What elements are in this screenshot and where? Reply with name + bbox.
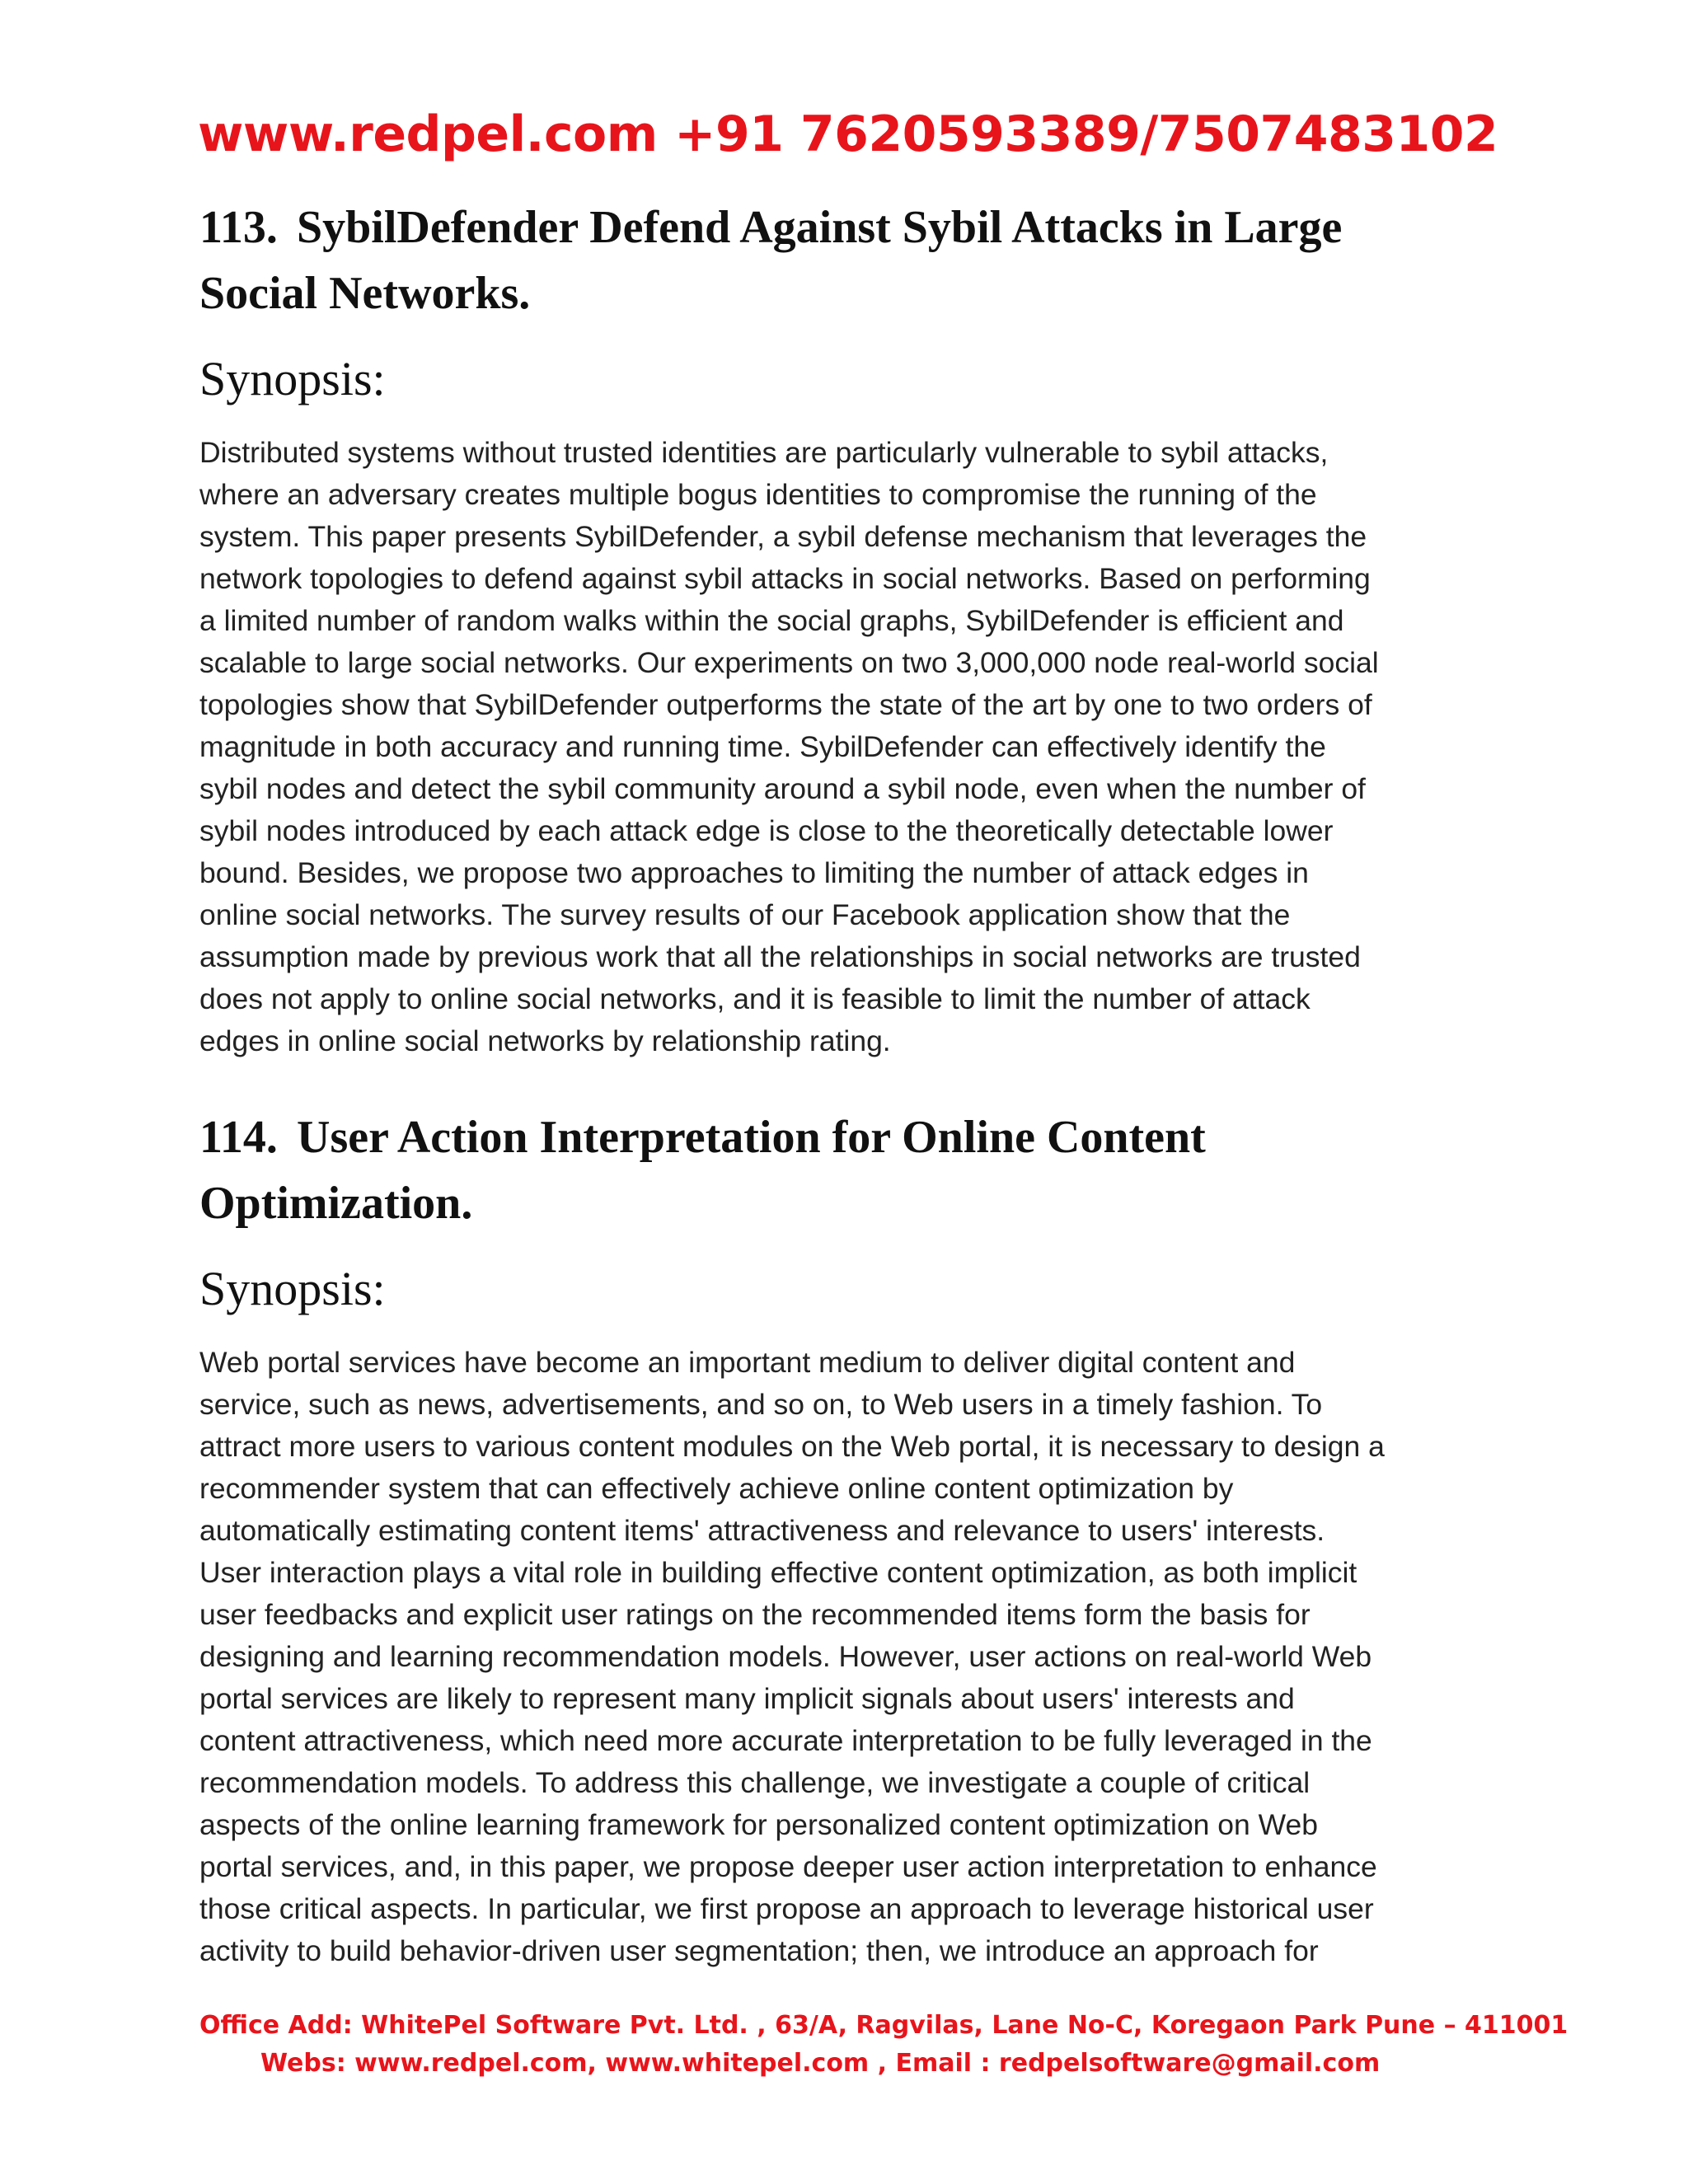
paragraph-line: assumption made by previous work that all the relationships in social networks are trusted [199,940,1361,973]
synopsis-paragraph [199,432,1502,1062]
paragraph-line: Web portal services have become an important medium to deliver digital content and [199,1346,1296,1379]
paragraph-line: aspects of the online learning framework for personalized content optimization on Web [199,1808,1318,1841]
paragraph-line: activity to build behavior-driven user segmentation; then, we introduce an approach for [199,1934,1319,1967]
paragraph-line: automatically estimating content items' attractiveness and relevance to users' interests. [199,1514,1325,1547]
paragraph-line: designing and learning recommendation models. However, user actions on real-world Web [199,1640,1372,1673]
footer-web-contact: Webs: www.redpel.com, www.whitepel.com , Email : redpelsoftware@gmail.com [260,2049,1381,2078]
paragraph-line: user feedbacks and explicit user ratings on the recommended items form the basis for [199,1598,1311,1631]
paragraph-line: attract more users to various content modules on the Web portal, it is necessary to design a [199,1430,1385,1463]
paragraph-line: portal services are likely to represent many implicit signals about users' interests and [199,1682,1295,1715]
project-section-113 [199,194,1502,1062]
contact-header: www.redpel.com +91 7620593389/7507483102 [198,105,1498,163]
paragraph-line: portal services, and, in this paper, we propose deeper user action interpretation to enhance [199,1850,1377,1883]
paragraph-line: edges in online social networks by relationship rating. [199,1024,891,1057]
paragraph-line: bound. Besides, we propose two approaches to limiting the number of attack edges in [199,856,1309,889]
section-title-line2: Social Networks. [199,268,531,319]
project-section-114 [199,1104,1502,1972]
paragraph-line: does not apply to online social networks, and it is feasible to limit the number of attack [199,982,1311,1015]
footer-office-address: Office Add: WhitePel Software Pvt. Ltd. , 63/A, Ragvilas, Lane No-C, Koregaon Park Pune – 411001 [199,2011,1568,2040]
synopsis-paragraph [199,1342,1502,1972]
paragraph-line: User interaction plays a vital role in building effective content optimization, as both implicit [199,1556,1357,1589]
paragraph-line: those critical aspects. In particular, we first propose an approach to leverage historical user [199,1892,1374,1925]
paragraph-line: a limited number of random walks within the social graphs, SybilDefender is efficient and [199,604,1344,637]
paragraph-line: online social networks. The survey results of our Facebook application show that the [199,898,1291,931]
section-title [199,1104,1502,1236]
section-title-line2: Optimization. [199,1178,473,1229]
paragraph-line: sybil nodes introduced by each attack edge is close to the theoretically detectable lower [199,814,1334,847]
synopsis-label: Synopsis: [199,352,386,405]
synopsis-label: Synopsis: [199,1262,386,1315]
paragraph-line: recommendation models. To address this challenge, we investigate a couple of critical [199,1766,1311,1799]
paragraph-line: magnitude in both accuracy and running time. SybilDefender can effectively identify the [199,730,1326,763]
paragraph-line: recommender system that can effectively achieve online content optimization by [199,1472,1234,1505]
paragraph-line: where an adversary creates multiple bogus identities to compromise the running of the [199,478,1317,511]
section-number: 113. [199,202,278,253]
paragraph-line: Distributed systems without trusted identities are particularly vulnerable to sybil attacks, [199,436,1329,469]
section-number: 114. [199,1112,278,1163]
paragraph-line: sybil nodes and detect the sybil community around a sybil node, even when the number of [199,772,1366,805]
section-title-line1: User Action Interpretation for Online Content [297,1112,1206,1163]
paragraph-line: system. This paper presents SybilDefender, a sybil defense mechanism that leverages the [199,520,1367,553]
section-title [199,194,1502,326]
paragraph-line: scalable to large social networks. Our experiments on two 3,000,000 node real-world social [199,646,1379,679]
paragraph-line: content attractiveness, which need more accurate interpretation to be fully leveraged in the [199,1724,1372,1757]
paragraph-line: service, such as news, advertisements, and so on, to Web users in a timely fashion. To [199,1388,1323,1421]
section-title-line1: SybilDefender Defend Against Sybil Attacks in Large [297,202,1343,253]
paragraph-line: topologies show that SybilDefender outperforms the state of the art by one to two orders of [199,688,1372,721]
paragraph-line: network topologies to defend against sybil attacks in social networks. Based on performing [199,562,1371,595]
